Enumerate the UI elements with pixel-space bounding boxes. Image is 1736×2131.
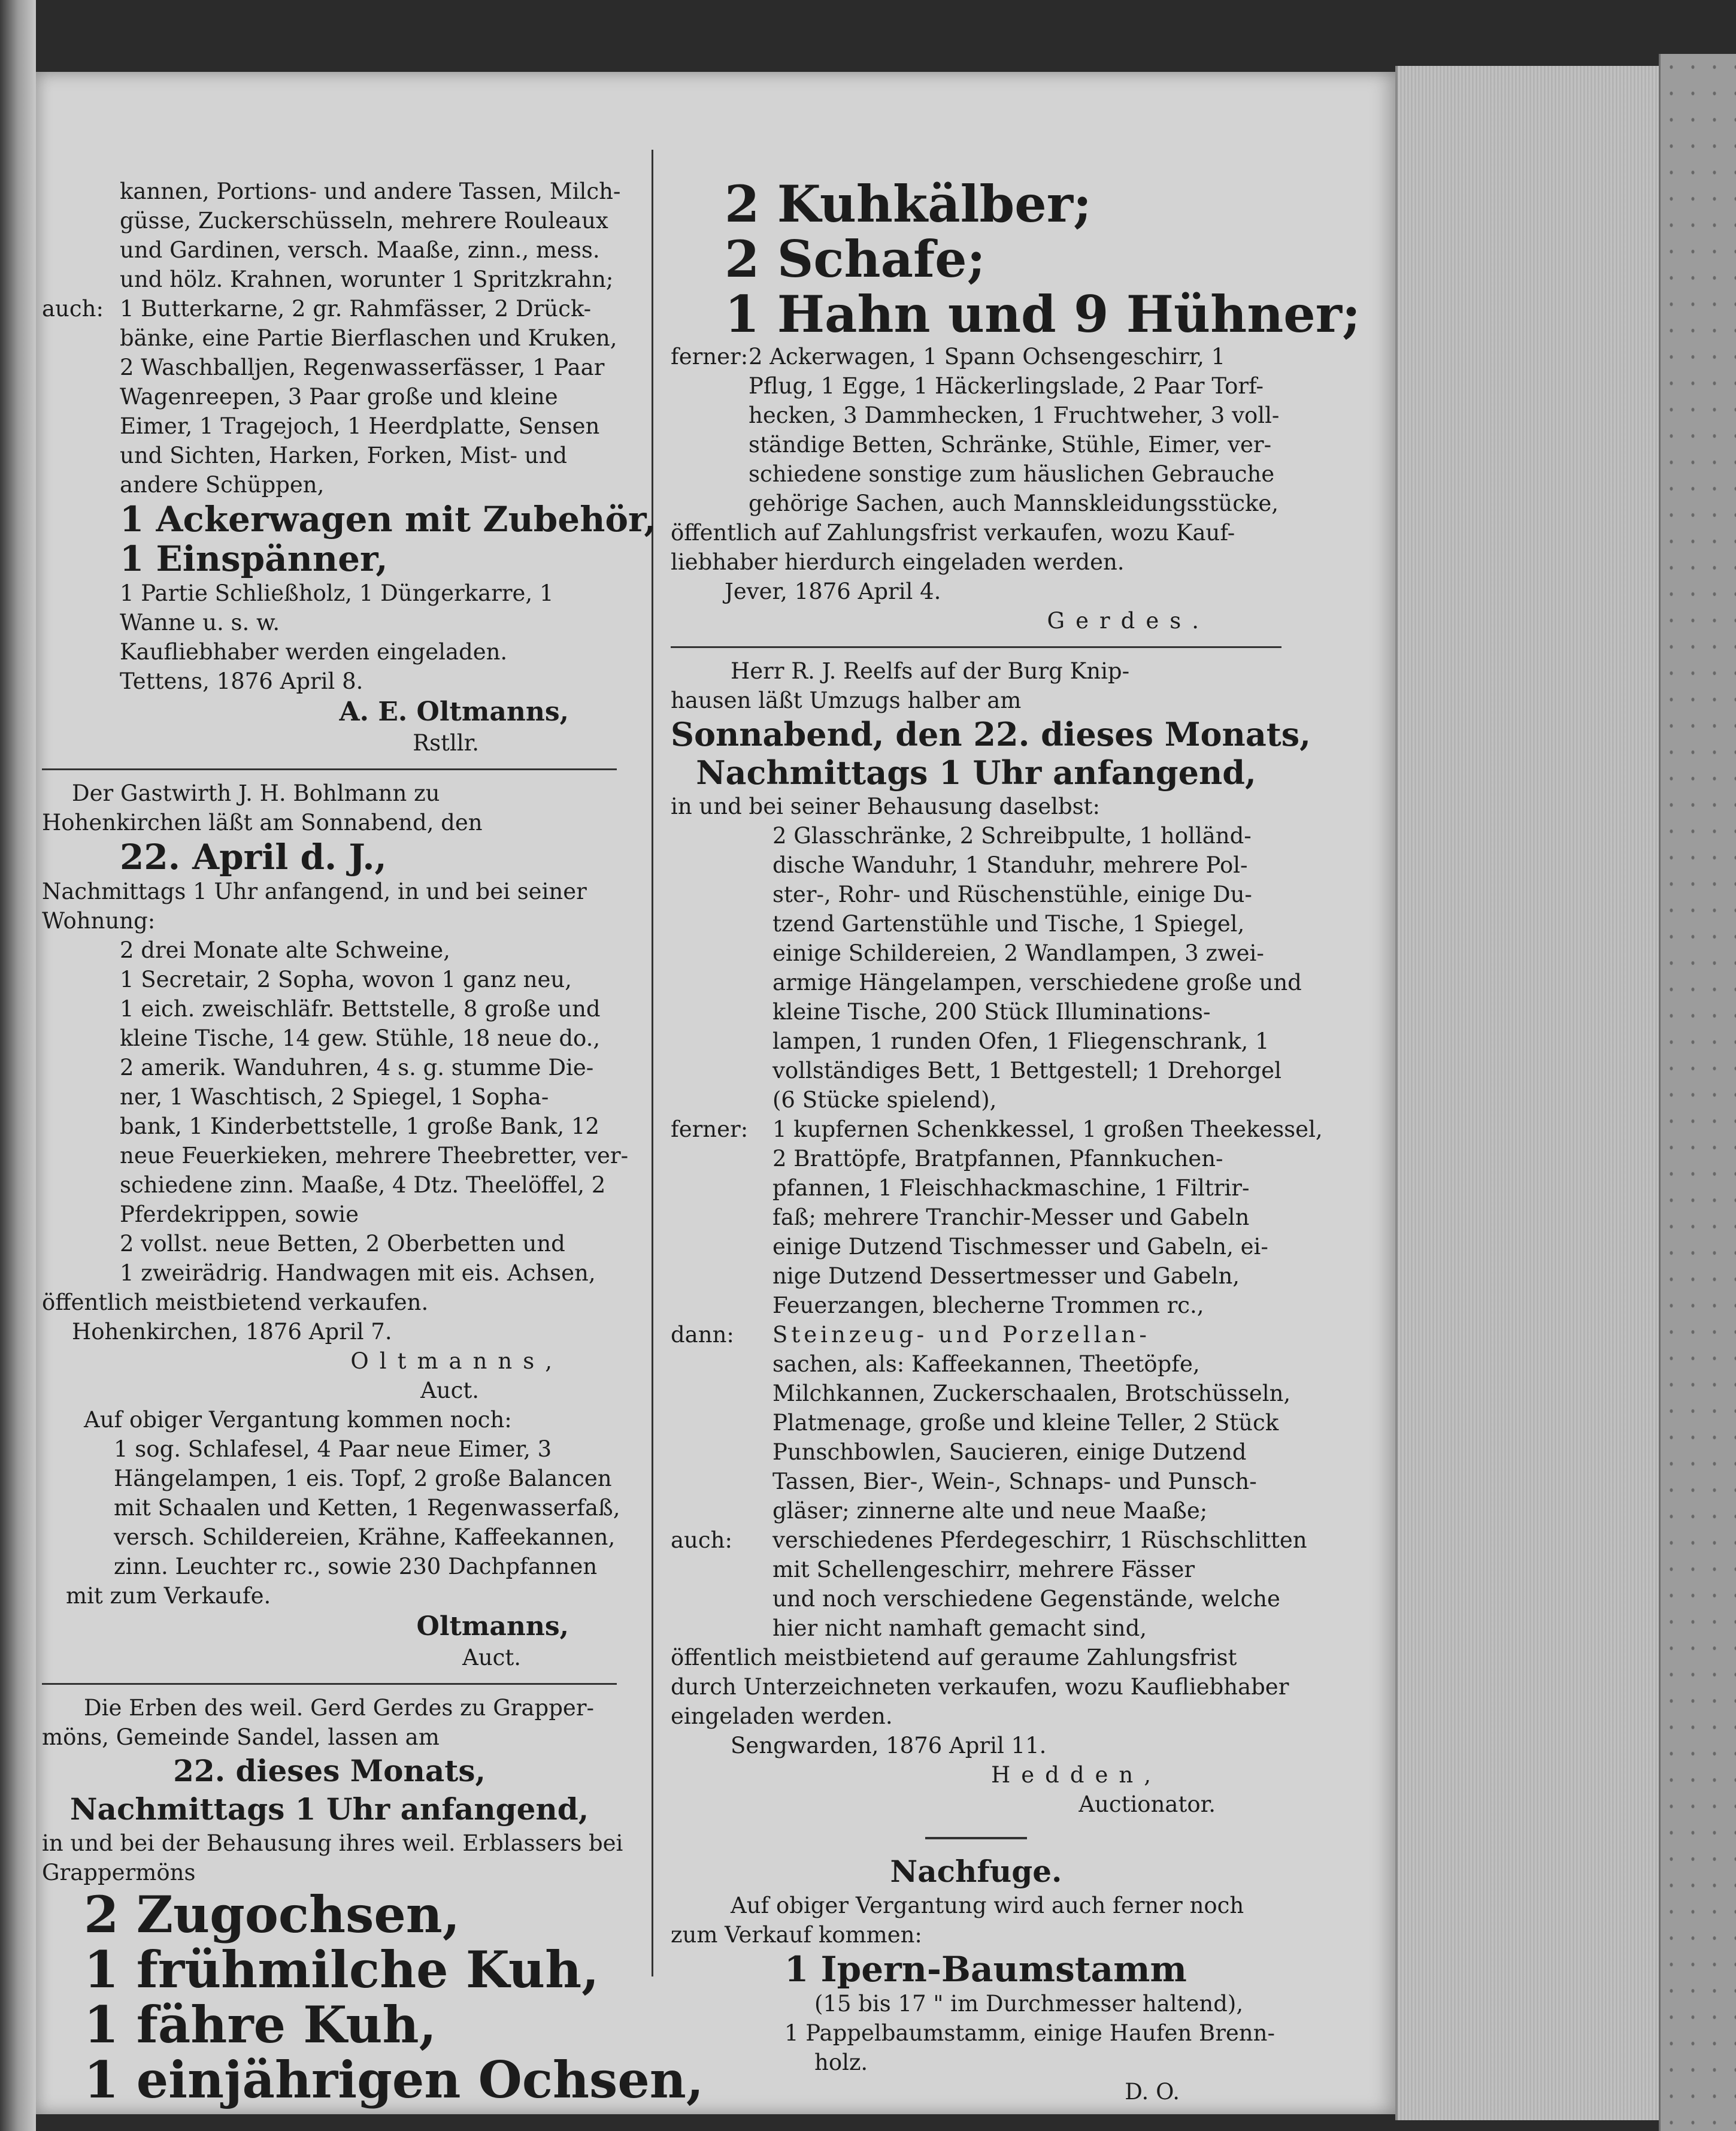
signature: Gerdes. xyxy=(1047,608,1210,634)
huge-item: 1 fähre Kuh, xyxy=(84,1995,437,2054)
text-line: mit Schaalen und Ketten, 1 Regenwasserfaß, xyxy=(114,1495,620,1521)
text-line: Hohenkirchen läßt am Sonnabend, den xyxy=(42,810,483,836)
huge-item: 1 frühmilche Kuh, xyxy=(84,1940,599,1999)
signature-title: Auctionator. xyxy=(1078,1791,1216,1817)
huge-item: 2 Zugochsen, xyxy=(84,1885,460,1944)
book-cover-edge xyxy=(1659,54,1736,2131)
signature-title: Auct. xyxy=(462,1645,521,1670)
huge-item: 2 Schafe; xyxy=(725,229,986,289)
dann-label: dann: xyxy=(671,1322,734,1348)
signature-title: Auct. xyxy=(420,1378,479,1403)
text-line: hausen läßt Umzugs halber am xyxy=(671,688,1022,713)
text-line: mit Schellengeschirr, mehrere Fässer xyxy=(772,1557,1195,1582)
item-line: ner, 1 Waschtisch, 2 Spiegel, 1 Sopha- xyxy=(120,1084,549,1110)
text-line: Hängelampen, 1 eis. Topf, 2 große Balancen xyxy=(114,1466,612,1491)
ad-reelfs-kniphausen xyxy=(671,656,1323,1819)
text-line: in und bei der Behausung ihres weil. Erblassers bei xyxy=(42,1830,623,1856)
text-line: Wohnung: xyxy=(42,908,156,934)
text-line: und hölz. Krahnen, worunter 1 Spritzkrahn; xyxy=(120,267,614,292)
ad-gerdes-erben xyxy=(42,1693,704,2109)
text-line: Grappermöns xyxy=(42,1860,196,1885)
text-line: Nachmittags 1 Uhr anfangend, in und bei seiner xyxy=(42,879,587,904)
text-line: nige Dutzend Dessertmesser und Gabeln, xyxy=(772,1263,1240,1289)
text-line: und Sichten, Harken, Forken, Mist- und xyxy=(120,443,568,468)
text-line: kannen, Portions- und andere Tassen, Milch- xyxy=(120,178,621,204)
text-line: sachen, als: Kaffeekannen, Theetöpfe, xyxy=(772,1351,1200,1377)
text-line: 2 Brattöpfe, Bratpfannen, Pfannkuchen- xyxy=(772,1146,1223,1172)
text-line: holz. xyxy=(814,2050,868,2075)
item-line: neue Feuerkieken, mehrere Theebretter, ver- xyxy=(120,1143,629,1169)
ad-gerdes-continued xyxy=(671,174,1361,635)
text-line: eingeladen werden. xyxy=(671,1703,893,1729)
auch-label: auch: xyxy=(671,1527,732,1553)
page-edges xyxy=(1395,66,1661,2120)
item-line: kleine Tische, 200 Stück Illuminations- xyxy=(772,999,1211,1025)
ad-divider xyxy=(671,646,1281,648)
item-line: ster-, Rohr- und Rüschenstühle, einige Du- xyxy=(772,882,1252,907)
signature: Hedden, xyxy=(990,1762,1162,1788)
ad-bohlmann-hohenkirchen xyxy=(42,779,629,1672)
text-line: 1 sog. Schlafesel, 4 Paar neue Eimer, 3 xyxy=(114,1436,552,1462)
auch-block xyxy=(671,1525,1307,1643)
text-line: hecken, 3 Dammhecken, 1 Fruchtweher, 3 voll- xyxy=(749,402,1280,428)
signature: Oltmanns, xyxy=(416,1611,569,1642)
place-date: Tettens, 1876 April 8. xyxy=(120,668,363,694)
item-line: (6 Stücke spielend), xyxy=(772,1087,997,1113)
nachfuge-section xyxy=(671,1852,1281,2106)
item-line: vollständiges Bett, 1 Bettgestell; 1 Drehorgel xyxy=(772,1058,1281,1083)
text-line: ständige Betten, Schränke, Stühle, Eimer, ver- xyxy=(749,432,1272,458)
signature: D. O. xyxy=(1125,2079,1180,2105)
text-line: Steinzeug- und Porzellan- xyxy=(772,1322,1150,1348)
text-line: hier nicht namhaft gemacht sind, xyxy=(772,1615,1147,1641)
text-line: versch. Schildereien, Krähne, Kaffeekannen, xyxy=(114,1524,616,1550)
huge-item: 2 Kuhkälber; xyxy=(725,174,1092,234)
text-line: zinn. Leuchter rc., sowie 230 Dachpfannen xyxy=(114,1554,598,1579)
text-line: Milchkannen, Zuckerschaalen, Brotschüsseln, xyxy=(772,1381,1291,1406)
column-divider xyxy=(652,150,653,1976)
item-line: tzend Gartenstühle und Tische, 1 Spiegel, xyxy=(772,911,1245,937)
text-line: öffentlich auf Zahlungsfrist verkaufen, wozu Kauf- xyxy=(671,520,1235,546)
right-column xyxy=(671,174,1361,2106)
signature: Oltmanns, xyxy=(350,1348,563,1374)
text-line: einige Dutzend Tischmesser und Gabeln, ei- xyxy=(772,1234,1268,1260)
text-line: Wagenreepen, 3 Paar große und kleine xyxy=(120,384,558,410)
text-line: 2 Waschballjen, Regenwasserfässer, 1 Paar xyxy=(120,355,605,380)
ferner-label: ferner: xyxy=(671,1116,749,1142)
text-line: faß; mehrere Tranchir-Messer und Gabeln xyxy=(772,1204,1250,1230)
item-line: 1 eich. zweischläfr. Bettstelle, 8 große und xyxy=(120,996,601,1022)
text-line: liebhaber hierdurch eingeladen werden. xyxy=(671,549,1125,575)
item-line: Pferdekrippen, sowie xyxy=(120,1201,359,1227)
text-line: gläser; zinnerne alte und neue Maaße; xyxy=(772,1498,1208,1524)
text-line: verschiedenes Pferdegeschirr, 1 Rüschschlitten xyxy=(772,1527,1307,1553)
huge-item: 1 Hahn und 9 Hühner; xyxy=(725,284,1361,344)
ferner-block xyxy=(671,342,1281,518)
auch-block xyxy=(42,294,617,500)
ad-oltmanns-tettens xyxy=(42,177,656,758)
text-line: Feuerzangen, blecherne Trommen rc., xyxy=(772,1292,1204,1318)
text-line: und Gardinen, versch. Maaße, zinn., mess. xyxy=(120,237,600,263)
text-line: (15 bis 17 " im Durchmesser haltend), xyxy=(814,1991,1244,2017)
text-line: 1 Partie Schließholz, 1 Düngerkarre, 1 xyxy=(120,580,554,606)
text-line: 2 Ackerwagen, 1 Spann Ochsengeschirr, 1 xyxy=(749,344,1226,370)
text-line: Die Erben des weil. Gerd Gerdes zu Grapper- xyxy=(84,1695,595,1721)
text-line: gehörige Sachen, auch Mannskleidungsstücke, xyxy=(749,491,1279,516)
item-line: 2 Glasschränke, 2 Schreibpulte, 1 holländ- xyxy=(772,823,1252,849)
item-line: dische Wanduhr, 1 Standuhr, mehrere Pol- xyxy=(772,852,1248,878)
text-line: Eimer, 1 Tragejoch, 1 Heerdplatte, Sensen xyxy=(120,413,600,439)
ferner-label: ferner: xyxy=(671,344,749,370)
text-line: Auf obiger Vergantung kommen noch: xyxy=(84,1407,512,1433)
headline: 1 Einspänner, xyxy=(120,538,388,579)
text-line: 1 Pappelbaumstamm, einige Haufen Brenn- xyxy=(784,2020,1275,2046)
text-line: Punschbowlen, Saucieren, einige Dutzend xyxy=(772,1439,1247,1465)
ad-divider xyxy=(42,1683,617,1685)
item-line: 2 vollst. neue Betten, 2 Oberbetten und xyxy=(120,1231,565,1257)
dann-block xyxy=(671,1320,1291,1525)
item-line: kleine Tische, 14 gew. Stühle, 18 neue do., xyxy=(120,1025,601,1051)
text-line: mit zum Verkaufe. xyxy=(66,1583,271,1609)
text-line: Tassen, Bier-, Wein-, Schnaps- und Punsch- xyxy=(772,1469,1257,1494)
text-line: zum Verkauf kommen: xyxy=(671,1922,922,1948)
text-line: und noch verschiedene Gegenstände, welche xyxy=(772,1586,1280,1612)
text-line: pfannen, 1 Fleischhackmaschine, 1 Filtrir- xyxy=(772,1175,1250,1201)
text-line: Herr R. J. Reelfs auf der Burg Knip- xyxy=(731,658,1130,684)
text-line: öffentlich meistbietend verkaufen. xyxy=(42,1290,429,1315)
item-line: 2 amerik. Wanduhren, 4 s. g. stumme Die- xyxy=(120,1055,594,1080)
text-line: 1 kupfernen Schenkkessel, 1 großen Theekessel, xyxy=(772,1116,1323,1142)
headline: 1 Ipern-Baumstamm xyxy=(784,1949,1187,1990)
text-line: güsse, Zuckerschüsseln, mehrere Rouleaux xyxy=(120,208,608,234)
place-date: Hohenkirchen, 1876 April 7. xyxy=(72,1319,392,1345)
place-date: Sengwarden, 1876 April 11. xyxy=(731,1733,1047,1758)
ad-divider xyxy=(42,768,617,770)
text-line: öffentlich meistbietend auf geraume Zahlungsfrist xyxy=(671,1645,1237,1670)
signature-title: Rstllr. xyxy=(413,730,479,756)
text-line: andere Schüppen, xyxy=(120,472,325,498)
text-line: durch Unterzeichneten verkaufen, wozu Kaufliebhaber xyxy=(671,1674,1289,1700)
item-line: armige Hängelampen, verschiedene große und xyxy=(772,970,1302,995)
text-line: Platmenage, große und kleine Teller, 2 Stück xyxy=(772,1410,1279,1436)
headline: 1 Ackerwagen mit Zubehör, xyxy=(120,499,656,540)
text-line: bänke, eine Partie Bierflaschen und Kruken, xyxy=(120,325,617,351)
signature: A. E. Oltmanns, xyxy=(339,697,569,727)
item-line: 2 drei Monate alte Schweine, xyxy=(120,937,450,963)
huge-item: 1 einjährigen Ochsen, xyxy=(84,2050,704,2109)
ferner-block xyxy=(671,1115,1323,1320)
headline-date: 22. April d. J., xyxy=(120,837,387,877)
headline: Nachmittags 1 Uhr anfangend, xyxy=(696,753,1256,792)
headline: Nachmittags 1 Uhr anfangend, xyxy=(69,1791,589,1827)
text-line: möns, Gemeinde Sandel, lassen am xyxy=(42,1724,440,1750)
item-line: schiedene zinn. Maaße, 4 Dtz. Theelöffel, 2 xyxy=(120,1172,606,1198)
text-line: Der Gastwirth J. H. Bohlmann zu xyxy=(72,780,440,806)
item-line: bank, 1 Kinderbettstelle, 1 große Bank, 12 xyxy=(120,1113,599,1139)
section-divider xyxy=(925,1837,1027,1839)
buyers-invitation: Kaufliebhaber werden eingeladen. xyxy=(120,639,508,665)
headline: Sonnabend, den 22. dieses Monats, xyxy=(671,715,1311,753)
text-line: Wanne u. s. w. xyxy=(120,610,280,635)
text-line: Pflug, 1 Egge, 1 Häckerlingslade, 2 Paar Torf- xyxy=(749,373,1264,399)
text-line: 1 Butterkarne, 2 gr. Rahmfässer, 2 Drück- xyxy=(120,296,592,322)
text-line: in und bei seiner Behausung daselbst: xyxy=(671,794,1100,819)
previous-page-edge xyxy=(0,0,36,2131)
headline: 22. dieses Monats, xyxy=(173,1753,486,1788)
section-title: Nachfuge. xyxy=(890,1854,1062,1889)
text-line: schiedene sonstige zum häuslichen Gebrauche xyxy=(749,461,1275,487)
item-line: lampen, 1 runden Ofen, 1 Fliegenschrank, 1 xyxy=(772,1028,1270,1054)
item-line: 1 Secretair, 2 Sopha, wovon 1 ganz neu, xyxy=(120,967,572,992)
item-line: 1 zweirädrig. Handwagen mit eis. Achsen, xyxy=(120,1260,596,1286)
place-date: Jever, 1876 April 4. xyxy=(725,579,941,604)
item-line: einige Schildereien, 2 Wandlampen, 3 zwei- xyxy=(772,940,1264,966)
text-line: Auf obiger Vergantung wird auch ferner noch xyxy=(731,1893,1244,1918)
auch-label: auch: xyxy=(42,296,104,322)
